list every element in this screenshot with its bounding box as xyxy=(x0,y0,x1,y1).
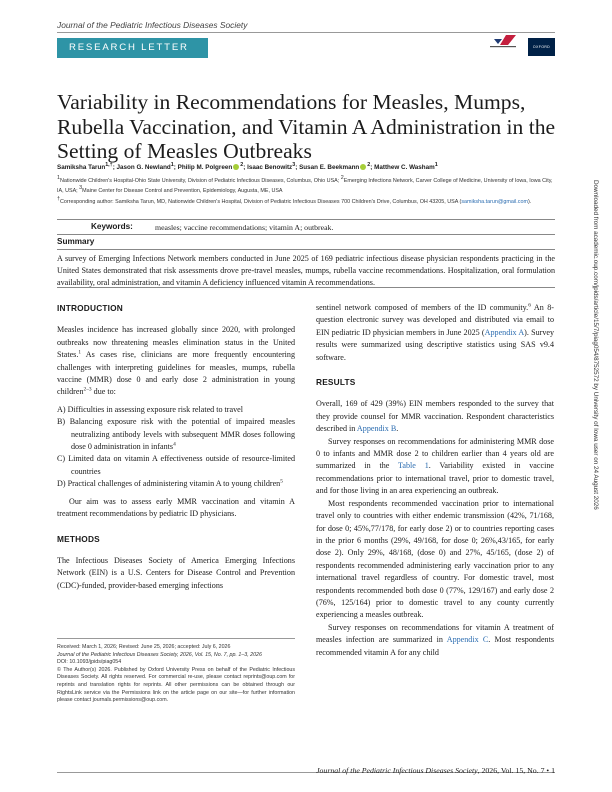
intro-text: due to: xyxy=(91,387,116,397)
list-item xyxy=(57,478,295,490)
section-heading-results: RESULTS xyxy=(316,377,356,388)
section-heading-introduction: INTRODUCTION xyxy=(57,303,124,313)
author-affiliation-marker: 2 xyxy=(240,161,244,168)
table-1-link[interactable]: Table 1 xyxy=(398,461,429,471)
author-list xyxy=(57,163,555,172)
list-label: A) xyxy=(57,404,66,414)
summary-bottom-rule xyxy=(57,287,555,288)
citation[interactable]: 6 xyxy=(528,302,531,309)
citation[interactable]: 2–3 xyxy=(83,386,92,393)
corresponding-text: Corresponding author: Samiksha Tarun, MD, Nationwide Children's Hospital, Division of Pediatric Infectious Diseases 700 Children's Drive, Columbus, OH 43205, USA ( xyxy=(60,199,462,205)
idsa-logo xyxy=(486,33,520,51)
appendix-a-link[interactable]: Appendix A xyxy=(484,327,525,337)
orcid-icon[interactable] xyxy=(233,164,239,170)
author-affiliation-marker: 1,† xyxy=(105,161,113,168)
keywords-top-rule xyxy=(57,219,555,220)
affiliation-marker: 3 xyxy=(79,184,83,191)
citation[interactable]: 5 xyxy=(280,478,283,485)
list-text: Limited data on vitamin A effectiveness outside of resource-limited countries xyxy=(68,454,295,476)
author-affiliation-marker: 3 xyxy=(292,161,296,168)
list-text: Balancing exposure risk with the potential of impaired measles neutralizing antibody levels with subsequent MMR doses following dose 0 administration in infants xyxy=(69,417,295,452)
summary-text: A survey of Emerging Infections Network members conducted in June 2025 of 169 pediatric infectious disease physician respondents practicing in the United States demonstrated that risk assessments drove pre-travel measles, mumps, rubella vaccine recommendations. Hospitalization, oral formulation availability, oral administration, and vitamin A deficiency influenced vitamin A recommendations. xyxy=(57,254,555,288)
corresponding-author xyxy=(57,198,555,208)
keywords-bottom-rule xyxy=(57,234,555,235)
summary-heading: Summary xyxy=(57,237,95,246)
appendix-c-link[interactable]: Appendix C xyxy=(446,635,489,645)
author-name: Samiksha Tarun xyxy=(57,164,106,171)
results-paragraph xyxy=(316,436,554,498)
intro-text: As cases rise, clinicians are more frequently encountering challenges with interpreting guidelines for measles, mumps, rubella vaccine (MMR) dose 0 and early dose 2 administration in young children xyxy=(57,350,295,397)
citation[interactable]: 4 xyxy=(173,441,176,448)
keywords-text: measles; vaccine recommendations; vitamin A; outbreak. xyxy=(155,223,334,232)
affiliation-text: Emerging Infections Network, Carver College of Medicine, University of Iowa, Iowa City, IA, USA; xyxy=(57,178,553,194)
article-footnote xyxy=(57,644,295,705)
right-column xyxy=(316,302,554,659)
results-text: Survey responses on recommendations for vitamin A treatment of measles infection are summarized in xyxy=(316,622,554,645)
results-paragraph xyxy=(316,398,554,435)
copyright: © The Author(s) 2026. Published by Oxford University Press on behalf of the Pediatric Infectious Diseases Society. All rights reserved. For commercial re-use, please contact reprints@oup.com for reprints and translation rights for reprints. All other permissions can be obtained through our RightsLink service via the Permissions link on the article page on our site—for further information please contact journals.permissions@oup.com. xyxy=(57,666,295,704)
doi[interactable]: DOI: 10.1093/jpids/piag054 xyxy=(57,659,122,666)
header-divider xyxy=(57,32,555,33)
affiliation-text: Maine Center for Disease Control and Prevention, Epidemiology, Augusta, ME, USA xyxy=(82,187,283,194)
list-label: B) xyxy=(57,417,66,427)
author-affiliation-marker: 2 xyxy=(367,161,371,168)
list-item xyxy=(57,404,295,416)
orcid-icon[interactable] xyxy=(360,164,366,170)
list-label: D) xyxy=(57,479,66,489)
author-name: ; Isaac Benowitz xyxy=(243,164,293,171)
intro-text: Measles incidence has increased globally since 2020, with prolonged outbreaks now threatening measles elimination status in the United States. xyxy=(57,325,295,360)
results-text: . Variability existed in vaccine recommendations prior to international travel, prior to domestic travel, and for those living in an area experiencing an outbreak. xyxy=(316,461,554,496)
email-link[interactable]: samiksha.tarun@gmail.com xyxy=(461,199,528,205)
aim-paragraph: Our aim was to assess early MMR vaccination and vitamin A treatment recommendations by pediatric ID physicians. xyxy=(57,496,295,519)
received-dates: Received: March 1, 2026; Revised: June 25, 2026; accepted: July 6, 2026 xyxy=(57,644,231,650)
results-text: . xyxy=(396,424,399,434)
list-label: C) xyxy=(57,454,66,464)
affiliations xyxy=(57,177,555,196)
affiliation-marker: 2 xyxy=(340,175,344,182)
article-title: Variability in Recommendations for Measles, Mumps, Rubella Vaccination, and Vitamin A Administration in the Setting of Measles Outbreaks xyxy=(57,90,556,163)
page-footer xyxy=(316,766,555,775)
methods-paragraph: The Infectious Diseases Society of America Emerging Infections Network (EIN) is a U.S. Centers for Disease Control and Prevention (CDC)-funded, provider-based emerging infections xyxy=(57,555,295,590)
list-item xyxy=(57,453,295,478)
author-name: ; Philip M. Polgreen xyxy=(173,164,233,171)
list-item xyxy=(57,416,295,453)
download-watermark: Downloaded from academic.oup.com/jpids/article/15/7/piag054/8752572 by University of Iowa user on 24 August 2026 xyxy=(592,180,599,510)
author-affiliation-marker: 1 xyxy=(170,161,174,168)
methods-text: sentinel network composed of members of the ID community. xyxy=(316,303,529,312)
list-text: Practical challenges of administering vitamin A to young children xyxy=(67,479,281,489)
section-heading-methods: METHODS xyxy=(57,533,100,544)
results-paragraph: Most respondents recommended vaccination prior to international travel only to countries with either endemic transmission (42%, 71/168, for dose 0; 45%,77/178, for early dose 2) or to countries reporting cases in the prior 6 months (29%, 49/168, for dose 0; 26%,43/165, for early dose 2). Only 29%, 48/168, (dose 0) and 27%, 45/165, (dose 2) of respondents recommended administering early vaccination prior to any international travel regardless of country. For domestic travel, most respondents recommended both dose 0 (77%, 129/167) and early dose 2 (76%, 125/164) prior to domestic travel to any county currently experiencing a measles outbreak. xyxy=(316,498,554,620)
citation[interactable]: 1 xyxy=(78,349,82,356)
footer-meta: , 2026, Vol. 15, No. 7 • 1 xyxy=(477,766,555,775)
affiliation-marker: 1 xyxy=(57,175,60,182)
journal-name-header: Journal of the Pediatric Infectious Diseases Society xyxy=(57,20,248,30)
challenges-list xyxy=(57,404,295,491)
left-column xyxy=(57,302,295,592)
results-text: Overall, 169 of 429 (39%) EIN members responded to the survey that they provide counsel for MMR vaccination. Respondent characteristics described in xyxy=(316,399,554,434)
summary-rule xyxy=(57,249,555,250)
journal-citation: Journal of the Pediatric Infectious Diseases Society, 2026, Vol. 15, No. 7, pp. 1–3, 2026 xyxy=(57,651,262,658)
results-text: Survey responses on recommendations for administering MMR dose 0 to infants and MMR dose 2 to children earlier than 4 years old are summarized in the xyxy=(316,436,554,471)
appendix-b-link[interactable]: Appendix B xyxy=(356,424,397,434)
results-paragraph xyxy=(316,622,554,659)
author-name: ; Susan E. Beekmann xyxy=(295,164,360,171)
keywords-label: Keywords: xyxy=(91,222,133,231)
results-text: . Most respondents recommended vitamin A for any child xyxy=(316,635,554,657)
affiliation-text: Nationwide Children's Hospital-Ohio State University, Division of Pediatric Infectious Diseases, Columbus, Ohio USA; xyxy=(60,178,341,184)
author-name: ; Jason G. Newland xyxy=(112,164,171,171)
intro-paragraph xyxy=(57,324,295,398)
list-text: Difficulties in assessing exposure risk related to travel xyxy=(67,404,243,414)
corresponding-marker: † xyxy=(57,196,60,203)
methods-text: ). Survey results were summarized using descriptive statistics using SAS v9.4 software. xyxy=(316,327,555,362)
footer-journal: Journal of the Pediatric Infectious Diseases Society xyxy=(316,766,478,775)
methods-continued xyxy=(316,302,554,364)
author-affiliation-marker: 1 xyxy=(434,161,438,168)
author-name: ; Matthew C. Washam xyxy=(370,164,435,171)
footnote-rule xyxy=(57,638,295,639)
article-type-badge: RESEARCH LETTER xyxy=(57,38,208,58)
corresponding-close: ). xyxy=(527,199,532,205)
oxford-logo: OXFORD xyxy=(528,38,555,56)
methods-text: An 8-question electronic survey was developed and distributed via email to EIN pediatric ID physician members in June 2025 ( xyxy=(316,303,555,337)
